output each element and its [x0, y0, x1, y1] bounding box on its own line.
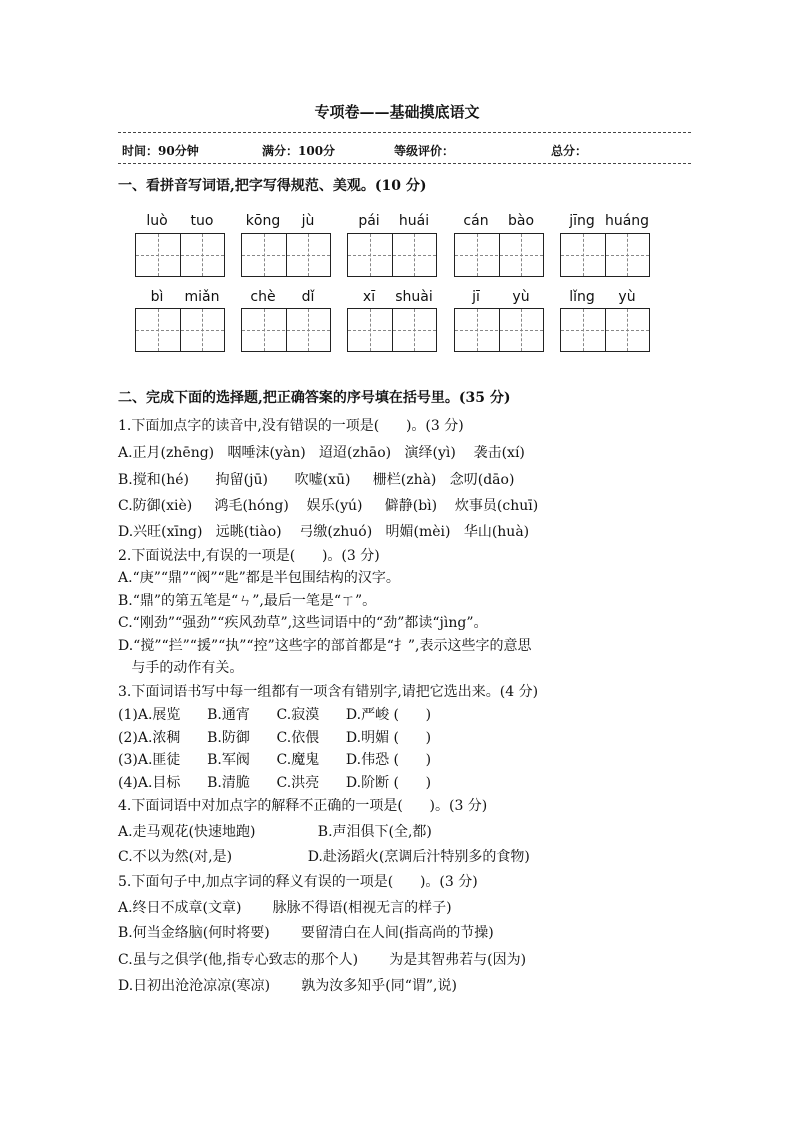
question-line: 2.下面说法中,有误的一项是( )。(3 分): [118, 548, 380, 564]
pinyin-syllable: dǐ: [301, 289, 315, 305]
question-line: (1)A.展览 B.通宵 C.寂漠 D.严峻 ( ): [118, 707, 432, 723]
writing-grid[interactable]: [454, 308, 544, 352]
pinyin-syllable: huái: [398, 213, 430, 229]
writing-grid[interactable]: [347, 233, 437, 277]
pinyin-syllable: cán: [463, 213, 489, 229]
time-info: 时间：90分钟: [122, 144, 199, 158]
question-line: A.正月(zhēng) 咽唾沫(yàn) 迢迢(zhāo) 演绎(yì) 袭击(xí): [118, 445, 525, 461]
question-line: 4.下面词语中对加点字的解释不正确的一项是( )。(3 分): [118, 798, 488, 814]
section-1-heading: 一、看拼音写词语,把字写得规范、美观。(10 分): [118, 178, 427, 194]
pinyin-syllable: miǎn: [184, 289, 220, 305]
writing-grid[interactable]: [241, 233, 331, 277]
writing-grid[interactable]: [454, 233, 544, 277]
pinyin-syllable: huáng: [604, 213, 650, 229]
section-2-heading: 二、完成下面的选择题,把正确答案的序号填在括号里。(35 分): [118, 390, 511, 406]
writing-grid[interactable]: [347, 308, 437, 352]
pinyin-syllable: xī: [362, 289, 376, 305]
grade-info: 等级评价：: [394, 144, 455, 158]
writing-grid[interactable]: [560, 308, 650, 352]
total-info: 总分：: [551, 144, 588, 158]
question-line: D.兴旺(xīng) 远眺(tiào) 弓缴(zhuó) 明媚(mèi) 华山(huà): [118, 524, 530, 540]
pinyin-syllable: kōng: [245, 213, 281, 229]
question-line: (3)A.匪徒 B.军阀 C.魔鬼 D.伟恐 ( ): [118, 752, 432, 768]
writing-grid[interactable]: [135, 308, 225, 352]
question-line: (4)A.目标 B.清脆 C.洪亮 D.阶断 ( ): [118, 775, 432, 791]
score-info: 满分：100分: [262, 144, 336, 158]
question-line: A.终日不成章(文章) 脉脉不得语(相视无言的样子): [118, 900, 452, 916]
question-line: C.防御(xiè) 鸿毛(hóng) 娱乐(yú) 僻静(bì) 炊事员(chuī): [118, 498, 539, 514]
pinyin-syllable: yù: [512, 289, 530, 305]
question-line: A.“庚”“鼎”“阀”“匙”都是半包围结构的汉字。: [118, 570, 400, 586]
pinyin-syllable: bì: [150, 289, 164, 305]
writing-grid[interactable]: [135, 233, 225, 277]
pinyin-syllable: pái: [358, 213, 380, 229]
pinyin-syllable: jī: [472, 289, 480, 305]
question-line: 1.下面加点字的读音中,没有错误的一项是( )。(3 分): [118, 418, 464, 434]
bottom-divider: [118, 163, 691, 164]
question-line: C.“刚劲”“强劲”“疾风劲草”,这些词语中的“劲”都读“jìng”。: [118, 615, 488, 631]
pinyin-syllable: yù: [618, 289, 636, 305]
pinyin-syllable: bào: [507, 213, 535, 229]
pinyin-syllable: luò: [146, 213, 168, 229]
pinyin-syllable: chè: [250, 289, 276, 305]
question-line: B.搅和(hé) 拘留(jū) 吹嘘(xū) 栅栏(zhà) 念叨(dāo): [118, 472, 515, 488]
pinyin-syllable: shuài: [395, 289, 433, 305]
question-line: C.不以为然(对,是) D.赴汤蹈火(烹调后汁特别多的食物): [118, 849, 530, 865]
writing-grid[interactable]: [241, 308, 331, 352]
question-line: 5.下面句子中,加点字词的释义有误的一项是( )。(3 分): [118, 874, 478, 890]
question-line: (2)A.浓稠 B.防御 C.依偎 D.明媚 ( ): [118, 730, 432, 746]
page-title: 专项卷——基础摸底语文: [314, 103, 480, 121]
pinyin-syllable: tuo: [190, 213, 214, 229]
writing-grid[interactable]: [560, 233, 650, 277]
question-line: A.走马观花(快速地跑) B.声泪俱下(全,都): [118, 824, 432, 840]
pinyin-syllable: jīng: [569, 213, 595, 229]
pinyin-syllable: lǐng: [569, 289, 595, 305]
question-line: 3.下面词语书写中每一组都有一项含有错别字,请把它选出来。(4 分): [118, 684, 539, 700]
question-line: B.“鼎”的第五笔是“ㄣ”,最后一笔是“ㄒ”。: [118, 593, 377, 609]
question-line: 与手的动作有关。: [118, 660, 244, 676]
question-line: D.日初出沧沧凉凉(寒凉) 孰为汝多知乎(同“谓”,说): [118, 978, 457, 994]
top-divider: [118, 132, 691, 133]
question-line: D.“搅”“拦”“援”“执”“控”这些字的部首都是“扌”,表示这些字的意思: [118, 638, 532, 654]
question-line: B.何当金络脑(何时将要) 要留清白在人间(指高尚的节操): [118, 925, 494, 941]
question-line: C.虽与之俱学(他,指专心致志的那个人) 为是其智弗若与(因为): [118, 952, 527, 968]
pinyin-syllable: jù: [301, 213, 315, 229]
